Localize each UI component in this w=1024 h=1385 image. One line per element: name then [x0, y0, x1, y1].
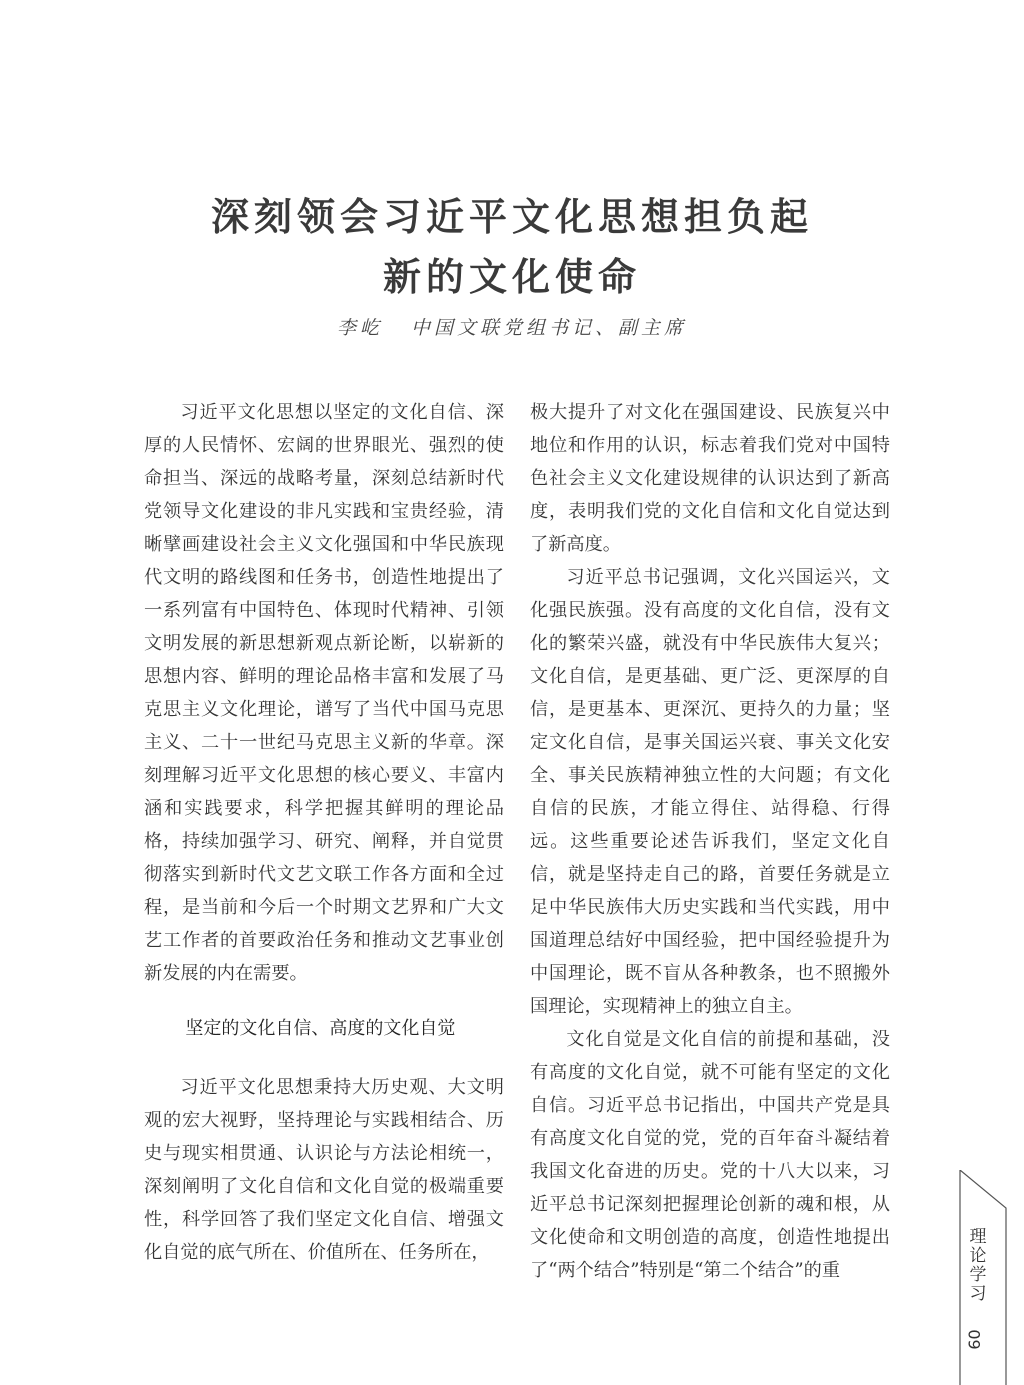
author-name: 李屹: [336, 317, 383, 339]
left-paragraph-1: 习近平文化思想以坚定的文化自信、深厚的人民情怀、宏阔的世界眼光、强烈的使命担当、深远的战略考量，深刻总结新时代党领导文化建设的非凡实践和宝贵经验，清晰擘画建设社会主义文化强国和中华民族现代文明的路线图和任务书，创造性地提出了一系列富有中国特色、体现时代精神、引领文明发展的新思想新观点新论断，以崭新的思想内容、鲜明的理论品格丰富和发展了马克思主义文化理论，谱写了当代中国马克思主义、二十一世纪马克思主义新的华章。深刻理解习近平文化思想的核心要义、丰富内涵和实践要求，科学把握其鲜明的理论品格，持续加强学习、研究、阐释，并自觉贯彻落实到新时代文艺文联工作各方面和全过程，是当前和今后一个时期文艺界和广大文艺工作者的首要政治任务和推动文艺事业创新发展的内在需要。: [144, 402, 504, 984]
page-number: 09: [964, 1329, 984, 1350]
article-title-line1: 深刻领会习近平文化思想担负起: [210, 195, 813, 239]
right-paragraph-3: 文化自觉是文化自信的前提和基础，没有高度的文化自觉，就不可能有坚定的文化自信。习近平总书记指出，中国共产党是具有高度文化自觉的党，党的百年奋斗凝结着我国文化奋进的历史。党的十八大以来，习近平总书记深刻把握理论创新的魂和根，从文化使命和文明创造的高度，创造性地提出了“两个结合”特别是“第二个结合”的重: [530, 1029, 890, 1281]
section-label: 理论学习: [969, 1227, 987, 1304]
section-heading: 坚定的文化自信、高度的文化自觉: [185, 1018, 456, 1039]
article-title-line2: 新的文化使命: [382, 255, 641, 299]
right-paragraph-2: 习近平总书记强调，文化兴国运兴，文化强民族强。没有高度的文化自信，没有文化的繁荣兴盛，就没有中华民族伟大复兴；文化自信，是更基础、更广泛、更深厚的自信，是更基本、更深沉、更持久的力量；坚定文化自信，是事关国运兴衰、事关文化安全、事关民族精神独立性的大问题；有文化自信的民族，才能立得住、站得稳、行得远。这些重要论述告诉我们，坚定文化自信，就是坚持走自己的路，首要任务就是立足中华民族伟大历史实践和当代实践，用中国道理总结好中国经验，把中国经验提升为中国理论，既不盲从各种教条，也不照搬外国理论，实现精神上的独立自主。: [530, 567, 890, 1017]
left-column: [144, 396, 504, 1269]
right-paragraph-1: 极大提升了对文化在强国建设、民族复兴中地位和作用的认识，标志着我们党对中国特色社会主义文化建设规律的认识达到了新高度，表明我们党的文化自信和文化自觉达到了新高度。: [530, 402, 890, 555]
left-paragraph-2: 习近平文化思想秉持大历史观、大文明观的宏大视野，坚持理论与实践相结合、历史与现实相贯通、认识论与方法论相统一，深刻阐明了文化自信和文化自觉的极端重要性，科学回答了我们坚定文化自信、增强文化自觉的底气所在、价值所在、任务所在，: [144, 1077, 504, 1263]
right-column: [530, 396, 890, 1287]
author-role: 中国文联党组书记、副主席: [411, 317, 688, 339]
byline: [0, 313, 1024, 340]
